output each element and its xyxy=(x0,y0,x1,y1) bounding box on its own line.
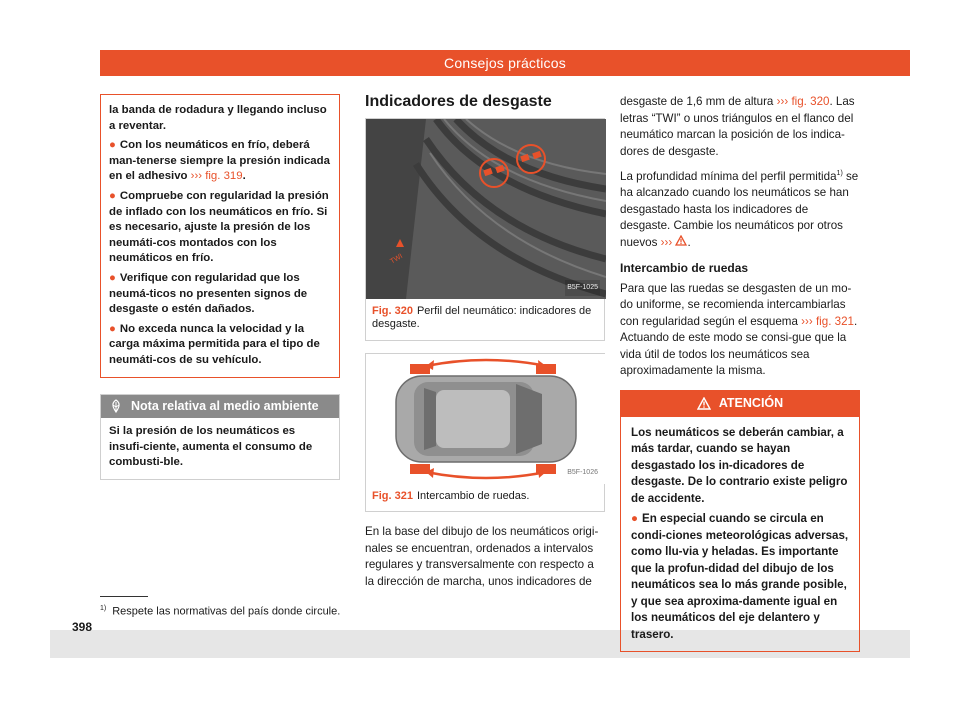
safety-list-box xyxy=(100,94,340,378)
rotation-image xyxy=(366,354,606,484)
warning-title: ATENCIÓN xyxy=(718,395,784,410)
paragraph-text: . Actuando de este modo se consi-gue que la vida útil de todos los neumáticos sea aproximadamente la misma. xyxy=(620,314,858,378)
figure-caption xyxy=(366,484,604,512)
warning-intro: Los neumáticos se deberán cambiar, a más tardar, cuando se hayan desgastado los in-dicadores de desgaste. De lo contrario existe peligro de accidente. xyxy=(631,425,848,505)
paragraph-text: . Las letras “TWI” o unos triángulos en el flanco del neumático marcan la posición de los indica-dores de desgaste. xyxy=(620,95,855,158)
page-header: Consejos prácticos xyxy=(100,50,910,76)
paragraph-text: desgaste de 1,6 mm de altura xyxy=(620,95,777,108)
body-paragraph: En la base del dibujo de los neumáticos origi-nales se encuentran, ordenados a intervalos regulares y transversalmente con respecto a la dirección de marcha, unos indicadores de xyxy=(365,525,599,588)
warning-box xyxy=(620,390,860,652)
figure-320 xyxy=(365,118,605,341)
note-header xyxy=(101,395,339,419)
figure-link[interactable]: fig. 319 xyxy=(205,170,243,183)
paragraph-text: Para que las ruedas se desgasten de un mo-do uniforme, se recomienda intercambiarlas con regularidad según el esquema xyxy=(620,281,852,328)
column-middle xyxy=(365,94,605,590)
bullet-icon: ● xyxy=(109,139,116,152)
environment-note xyxy=(100,394,340,480)
warning-triangle-icon[interactable] xyxy=(675,235,687,246)
list-item xyxy=(109,138,331,185)
paragraph-text: La profundidad mínima del perfil permitida xyxy=(620,169,837,183)
list-intro: la banda de rodadura y llegando incluso a reventar. xyxy=(109,104,327,132)
figure-caption xyxy=(366,299,604,340)
bullet-icon: ● xyxy=(109,322,116,335)
subheading: Intercambio de ruedas xyxy=(620,261,749,276)
footnote-divider xyxy=(100,596,148,597)
list-item-text: Compruebe con regularidad la presión de inflado con los neumáticos en frío. Si es necesario, ajuste la presión de los neumáti-cos montados con los neumáticos en frío. xyxy=(109,189,329,265)
footnote xyxy=(100,605,340,618)
xref-arrow: ››› xyxy=(660,235,673,249)
paragraph xyxy=(620,166,860,251)
xref-arrow: ››› xyxy=(801,314,813,328)
section-heading: Indicadores de desgaste xyxy=(365,93,552,110)
figure-code: B5F-1025 xyxy=(565,280,600,296)
bullet-icon: ● xyxy=(109,271,116,284)
xref-arrow: ››› xyxy=(190,170,203,183)
warning-header xyxy=(621,391,859,417)
column-right xyxy=(620,94,860,652)
list-item xyxy=(109,322,331,369)
caption-text: Intercambio de ruedas. xyxy=(416,489,530,502)
xref-arrow: ››› xyxy=(776,95,789,108)
footnote-text: Respete las normativas del país donde circule. xyxy=(112,605,341,618)
twi-label: TWI xyxy=(389,252,404,266)
paragraph-end: . xyxy=(687,235,691,249)
column-left xyxy=(100,94,340,480)
footnote-mark: 1) xyxy=(836,170,843,177)
list-item xyxy=(109,189,331,267)
paragraph xyxy=(620,94,860,160)
list-item-text: En especial cuando se circula en condi-ciones meteorológicas adversas, como llu-via y heladas. Es importante que la profun-didad del dibujo de los neumáticos sea lo más grande posible, y que sea aproxima-damente igual en los neumáticos del eje delantero y trasero. xyxy=(631,512,849,641)
caption-text: Perfil del neumático: indicadores de desgaste. xyxy=(372,304,592,331)
bullet-icon: ● xyxy=(109,189,116,202)
note-body: Si la presión de los neumáticos es insufi-ciente, aumenta el consumo de combusti-ble. xyxy=(109,425,313,469)
figure-link[interactable]: fig. 321 xyxy=(815,314,854,328)
figure-number: Fig. 321 xyxy=(372,489,413,502)
list-item-text: Verifique con regularidad que los neumá-ticos no presenten signos de desgaste o estén dañados. xyxy=(109,271,308,316)
paragraph-text: se ha alcanzado cuando los neumáticos se han desgastado hasta los indicadores de desgaste. Cambie los neumáticos por otros nuevos xyxy=(620,169,859,249)
page-number: 398 xyxy=(72,620,93,634)
figure-link[interactable]: fig. 320 xyxy=(791,95,830,108)
warning-body xyxy=(621,417,859,652)
paragraph xyxy=(620,281,860,380)
list-item xyxy=(631,511,849,643)
warning-icon xyxy=(697,397,711,410)
list-item xyxy=(109,271,331,318)
list-item-text: Con los neumáticos en frío, deberá man-tenerse siempre la presión indicada en el adhesivo xyxy=(109,139,330,183)
list-item-text: No exceda nunca la velocidad y la carga máxima permitida para el tipo de neumáti-cos de su vehículo. xyxy=(109,322,320,366)
bullet-icon: ● xyxy=(631,512,639,526)
page-content xyxy=(50,50,910,641)
note-title: Nota relativa al medio ambiente xyxy=(131,398,319,413)
figure-code: B5F-1026 xyxy=(567,469,598,477)
footnote-mark: 1) xyxy=(100,605,107,612)
list-item-tail: . xyxy=(242,170,246,183)
tread-image xyxy=(366,119,606,299)
tire-tread-illustration xyxy=(366,119,606,299)
page-sheet xyxy=(50,50,910,658)
figure-321 xyxy=(365,353,605,513)
figure-number: Fig. 320 xyxy=(372,304,413,317)
leaf-icon xyxy=(109,399,123,413)
